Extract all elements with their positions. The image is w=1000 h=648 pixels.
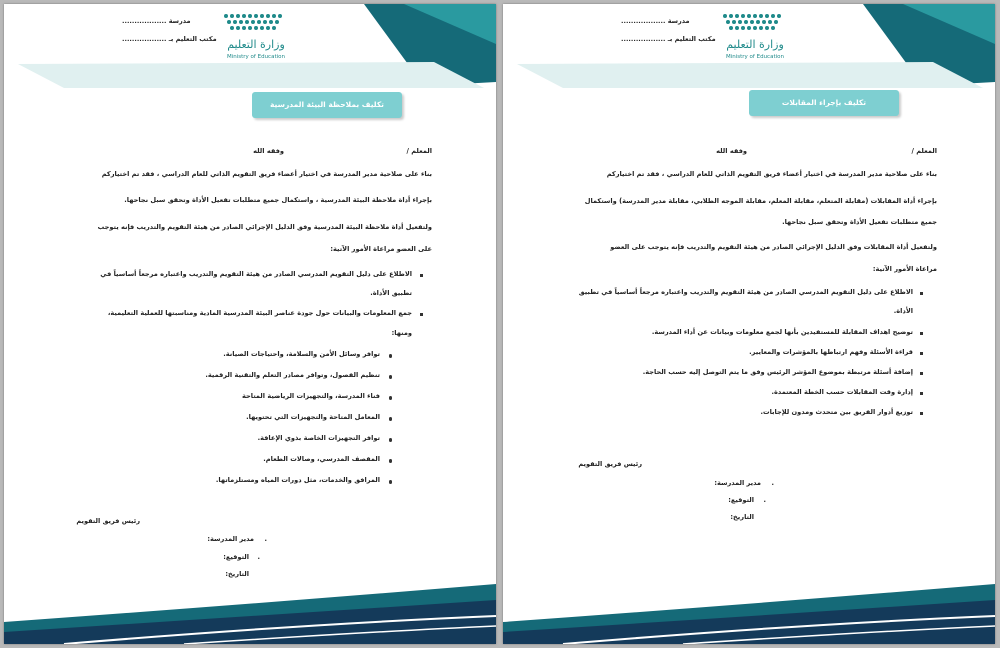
assignment-paragraph: بإجراء أداة ملاحظة البيئة المدرسية ، واستكمال جميع متطلبات تفعيل الأداة وتحقق سبل نجاحها. (124, 196, 432, 204)
intro-paragraph: بناء على صلاحية مدير المدرسة في اختيار أعضاء فريق التقويم الذاتي للعام الدراسي ، فقد تم اختياركم (101, 170, 432, 178)
bullet-dot-icon (389, 375, 393, 379)
bullet-dot-icon (389, 396, 393, 400)
bullet-dot-icon (389, 480, 393, 484)
ministry-logo (715, 10, 795, 62)
assignment-paragraph-cont: جميع متطلبات تفعيل الأداة وتحقق سبل نجاحها. (782, 218, 937, 226)
sub-list-item: توافر وسائل الأمن والسلامة، واحتياجات الصيانة. (223, 350, 380, 358)
assignment-paragraph: بإجراء أداة المقابلات (مقابلة المتعلم، مقابلة المعلم، مقابلة الموجه الطلابي، مقابلة مدير المدرسة) واستكمال (584, 197, 937, 205)
bullet-dot-icon (389, 354, 393, 358)
bullet-square-icon (920, 412, 923, 415)
sub-list-item: تنظيم الفصول، وتوافر مصادر التعلم والتقنية الرقمية. (205, 371, 380, 379)
bullet-dot-icon (389, 438, 393, 442)
signature-value: . (763, 496, 766, 504)
education-office-field: مكتب التعليم بـ .................. (621, 35, 716, 43)
principal-value: . (264, 535, 267, 543)
education-office-field: مكتب التعليم بـ .................. (122, 35, 217, 43)
list-item: الاطلاع على دليل التقويم المدرسي الصادر من هيئة التقويم والتدريب واعتباره مرجعاً أساسياً في (100, 270, 412, 278)
instructions-paragraph-cont: مراعاة الأمور الآتية: (872, 265, 937, 273)
principal-value: . (771, 479, 774, 487)
bullet-square-icon (920, 332, 923, 335)
bullet-square-icon (920, 392, 923, 395)
sub-list-item: المقصف المدرسي، وصالات الطعام. (263, 455, 380, 463)
teacher-label: المعلم / (911, 147, 937, 155)
list-item: توزيع أدوار الفريق بين متحدث ومدون للإجابات. (760, 408, 913, 416)
logo-english-text: Ministry of Education (226, 54, 285, 60)
team-lead-label: رئيس فريق التقويم (578, 460, 642, 468)
bullet-square-icon (920, 372, 923, 375)
date-label: التاريخ: (730, 513, 754, 521)
document-page-right (503, 4, 995, 644)
document-title: تكليف بملاحظة البيئة المدرسية (252, 92, 402, 118)
list-item: إضافة أسئلة مرتبطة بموضوع المؤشر الرئيس وفق ما يتم التوصل إليه حسب الحاجة. (642, 368, 913, 376)
document-body (523, 144, 937, 584)
logo-arabic-text: وزارة التعليم (227, 38, 285, 51)
bullet-square-icon (920, 352, 923, 355)
list-item: إدارة وقت المقابلات حسب الخطة المعتمدة. (771, 388, 913, 396)
instructions-paragraph: ولتفعيل أداة المقابلات وفق الدليل الإجرائي الصادر من هيئة التقويم والتدريب فإنه يتوجب على العضو (610, 243, 937, 251)
teacher-label: المعلم / (406, 147, 432, 155)
sub-list-item: المرافق والخدمات، مثل دورات المياه ومستلزماتها. (215, 476, 380, 484)
intro-paragraph: بناء على صلاحية مدير المدرسة في اختيار أعضاء فريق التقويم الذاتي للعام الدراسي ، فقد تم اختياركم (606, 170, 937, 178)
ministry-logo (216, 10, 296, 62)
header-light-band (517, 62, 983, 88)
signature-value: . (257, 553, 260, 561)
sub-list-item: فناء المدرسة، والتجهيزات الرياضية المتاحة (241, 392, 380, 400)
document-body (18, 144, 432, 584)
list-item: الاطلاع على دليل التقويم المدرسي الصادر من هيئة التقويم والتدريب واعتباره مرجعاً أساسياً في تطبيق (578, 288, 913, 296)
sub-list-item: المعامل المتاحة والتجهيزات التي تحتويها. (246, 413, 380, 421)
date-label: التاريخ: (225, 570, 249, 578)
bullet-dot-icon (389, 459, 393, 463)
principal-label: مدير المدرسة: (207, 535, 254, 543)
logo-dots-icon (216, 10, 296, 36)
list-item-cont: الأداة. (893, 307, 913, 315)
signature-label: التوقيع: (728, 496, 754, 504)
instructions-paragraph: ولتفعيل أداة ملاحظة البيئة المدرسية وفق الدليل الإجرائي الصادر من هيئة التقويم والتدريب فإنه يتوجب (97, 223, 432, 231)
bullet-square-icon (420, 313, 423, 316)
bullet-square-icon (920, 292, 923, 295)
signature-label: التوقيع: (223, 553, 249, 561)
greeting: وفقه الله (253, 147, 284, 155)
school-field: مدرسة .................. (122, 17, 191, 25)
school-field: مدرسة .................. (621, 17, 690, 25)
list-item: توضيح اهداف المقابلة للمستفيدين بأنها لجمع معلومات وبيانات عن أداء المدرسة. (651, 328, 913, 336)
bullet-dot-icon (389, 417, 393, 421)
sub-list-item: توافر التجهيزات الخاصة بذوي الإعاقة. (257, 434, 380, 442)
logo-english-text: Ministry of Education (725, 54, 784, 60)
document-page-left (4, 4, 496, 644)
principal-label: مدير المدرسة: (714, 479, 761, 487)
logo-arabic-text: وزارة التعليم (726, 38, 784, 51)
header-light-band (18, 62, 484, 88)
list-item: جمع المعلومات والبيانات حول جودة عناصر البيئة المدرسية المادية ومناسبتها للعملية التعليمية، (107, 309, 412, 317)
instructions-paragraph-cont: على العضو مراعاة الأمور الآتية: (330, 245, 432, 253)
greeting: وفقه الله (716, 147, 747, 155)
document-title: تكليف بإجراء المقابلات (749, 90, 899, 116)
list-item-cont: ومنها: (391, 329, 412, 337)
list-item: قراءة الأسئلة وفهم ارتباطها بالمؤشرات والمعايير. (749, 348, 913, 356)
team-lead-label: رئيس فريق التقويم (76, 517, 140, 525)
list-item-cont: تطبيق الأداة. (370, 289, 412, 297)
bullet-square-icon (420, 274, 423, 277)
logo-dots-icon (715, 10, 795, 36)
